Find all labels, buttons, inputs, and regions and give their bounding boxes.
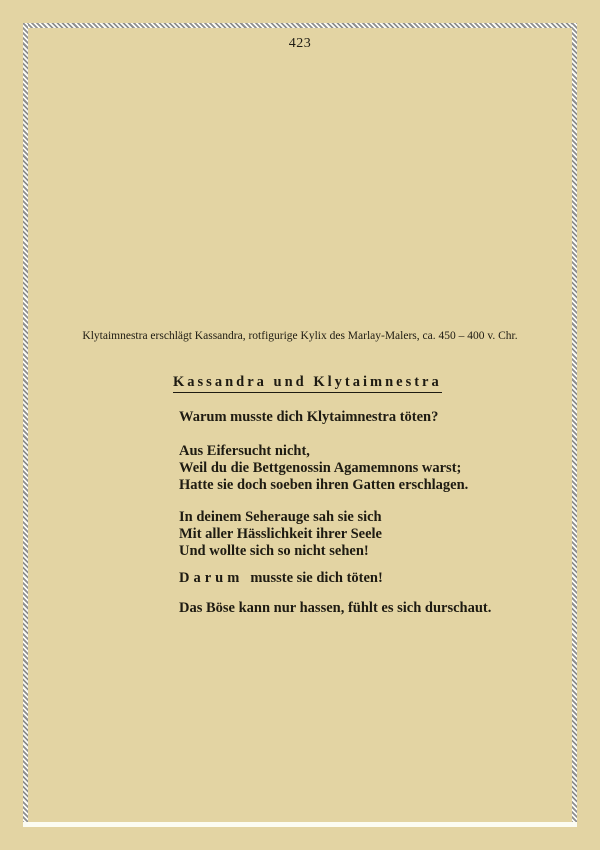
- poem-stanza: [179, 570, 383, 587]
- frame-border-left: [23, 23, 28, 826]
- poem-stanza: [179, 509, 382, 559]
- poem-line: Weil du die Bettgenossin Agamemnons warst;: [179, 459, 462, 476]
- poem-line: Das Böse kann nur hassen, fühlt es sich durschaut.: [179, 600, 492, 616]
- poem-line: In deinem Seherauge sah sie sich: [179, 509, 382, 525]
- poem-line: Und wollte sich so nicht sehen!: [179, 542, 369, 559]
- frame-border-bottom: [23, 822, 577, 827]
- poem-title: Kassandra und Klytaimnestra: [173, 374, 442, 393]
- poem-line: Mit aller Hässlichkeit ihrer Seele: [179, 525, 382, 542]
- poem-stanza: [179, 443, 468, 493]
- frame-border-top: [23, 23, 577, 28]
- poem-line: [179, 570, 383, 587]
- poem-line-rest: musste sie dich töten!: [250, 570, 383, 586]
- poem-emphasized-word: Darum: [179, 570, 244, 586]
- poem-line: Warum musste dich Klytaimnestra töten?: [179, 409, 439, 425]
- frame-border-right: [572, 23, 577, 826]
- image-caption: Klytaimnestra erschlägt Kassandra, rotfigurige Kylix des Marlay-Malers, ca. 450 – 400 v. Chr.: [82, 330, 518, 342]
- poem-stanza: [179, 409, 438, 426]
- poem-line: Hatte sie doch soeben ihren Gatten erschlagen.: [179, 476, 469, 493]
- page-number: 423: [288, 36, 312, 51]
- poem-line: Aus Eifersucht nicht,: [179, 443, 310, 459]
- poem-stanza: [179, 600, 491, 617]
